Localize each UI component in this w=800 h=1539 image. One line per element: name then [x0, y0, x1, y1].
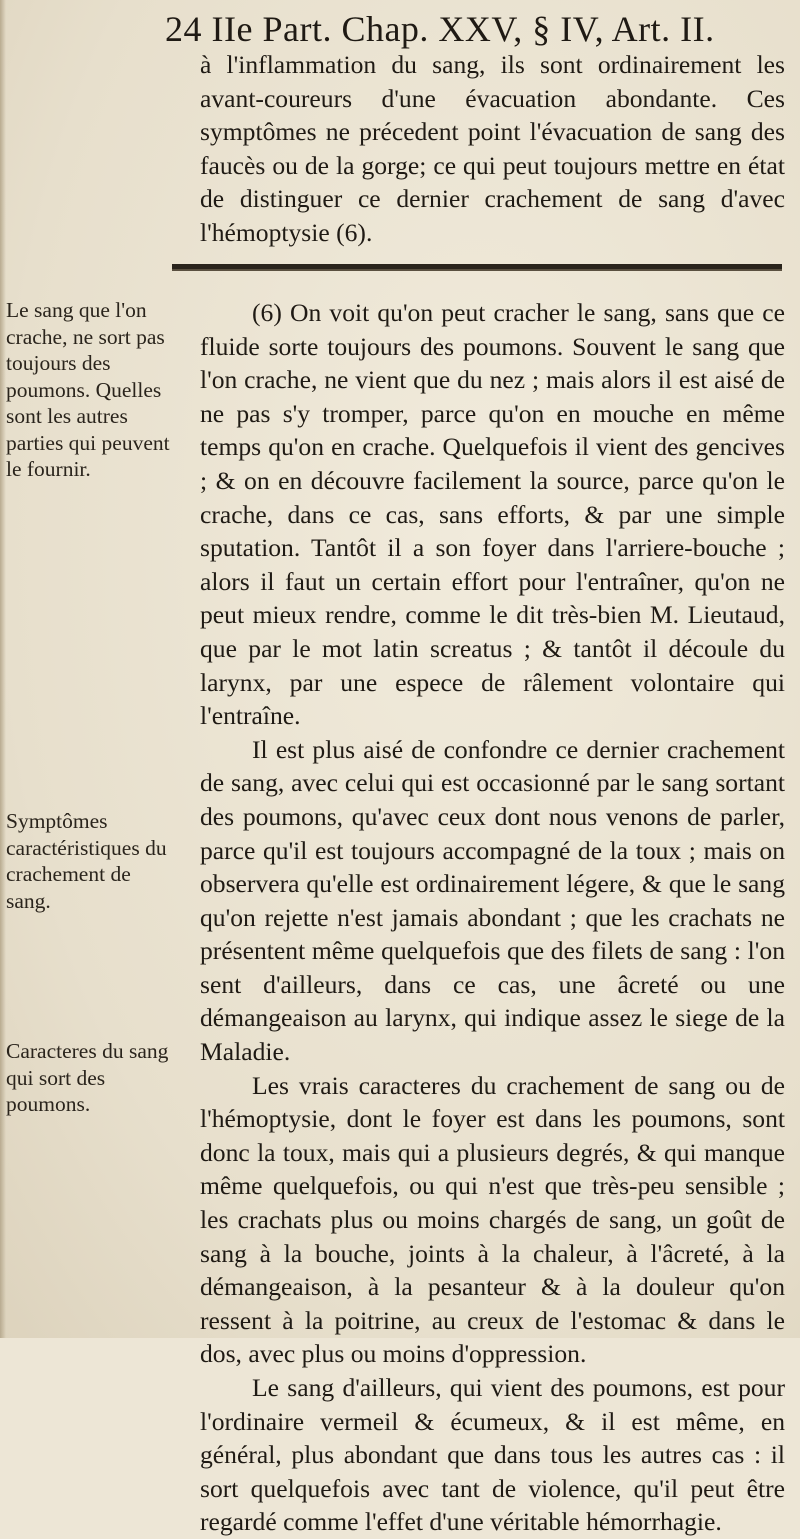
paragraph-4: Le sang d'ailleurs, qui vient des poumons, est pour l'ordinaire vermeil & écumeux, & il est même, en général, plus abondant que dans tous les autres cas : il sort quelquefois avec tant de violence, qu'il peut être regardé comme l'effet d'une véritable hémorrhagie. [200, 1373, 785, 1537]
margin-note-characters: Caracteres du sang qui sort des poumons. [6, 1039, 169, 1116]
paragraph-2: Il est plus aisé de confondre ce dernier crachement de sang, avec celui qui est occasionné par le sang sortant des poumons, qu'avec ceux dont nous venons de parler, parce qu'il est toujours accompagné de la toux ; mais on observera qu'elle est ordinairement légere, & que le sang qu'on rejette n'est jamais abondant ; que les crachats ne présentent même quelquefois que des filets de sang : l'on sent d'ailleurs, dans ce cas, une âcreté ou une démangeaison au larynx, qui indique assez le siege de la Maladie. [200, 734, 785, 1067]
margin-note-symptoms: Symptômes caractéristiques du crachement de sang. [6, 809, 167, 913]
intro-paragraph [200, 48, 785, 250]
intro-text: à l'inflammation du sang, ils sont ordinairement les avant-coureurs d'une évacuation abondante. Ces symptômes ne précedent point l'évacuation de sang des faucès ou de la gorge; ce qui peut toujours mettre en état de distinguer ce dernier crachement de sang d'avec l'hémoptysie (6). [200, 50, 785, 247]
paragraph-1: (6) On voit qu'on peut cracher le sang, sans que ce fluide sorte toujours des poumons. Souvent le sang que l'on crache, ne vient que du nez ; mais alors il est aisé de ne pas s'y tromper, parce qu'on en mouche en même temps qu'on en crache. Quelquefois il vient des gencives ; & on en découvre facilement la source, parce qu'on le crache, dans ce cas, sans efforts, & par une simple sputation. Tantôt il a son foyer dans l'arriere-bouche ; alors il faut un certain effort pour l'entraîner, qu'on ne peut mieux rendre, comme le dit très-bien M. Lieutaud, que par le mot latin screatus ; & tantôt il découle du larynx, par une espece de râlement volontaire qui l'entraîne. [200, 298, 785, 731]
page-edge-shadow [0, 0, 6, 1338]
margin-note-sources: Le sang que l'on crache, ne sort pas toujours des poumons. Quelles sont les autres parties qui peuvent le fournir. [6, 298, 170, 481]
running-head: 24 IIe Part. Chap. XXV, § IV, Art. II. [165, 9, 715, 49]
footnote-body [200, 296, 785, 1539]
section-rule [172, 264, 782, 269]
paragraph-3: Les vrais caracteres du crachement de sang ou de l'hémoptysie, dont le foyer est dans les poumons, sont donc la toux, mais qui a plusieurs degrés, & qui manque même quelquefois, ou qui n'est que très-peu sensible ; les crachats plus ou moins chargés de sang, un goût de sang à la bouche, joints à la chaleur, à l'âcreté, à la démangeaison, à la pesanteur & à la douleur qu'on ressent à la poitrine, au creux de l'estomac & dans le dos, avec plus ou moins d'oppression. [200, 1070, 785, 1369]
